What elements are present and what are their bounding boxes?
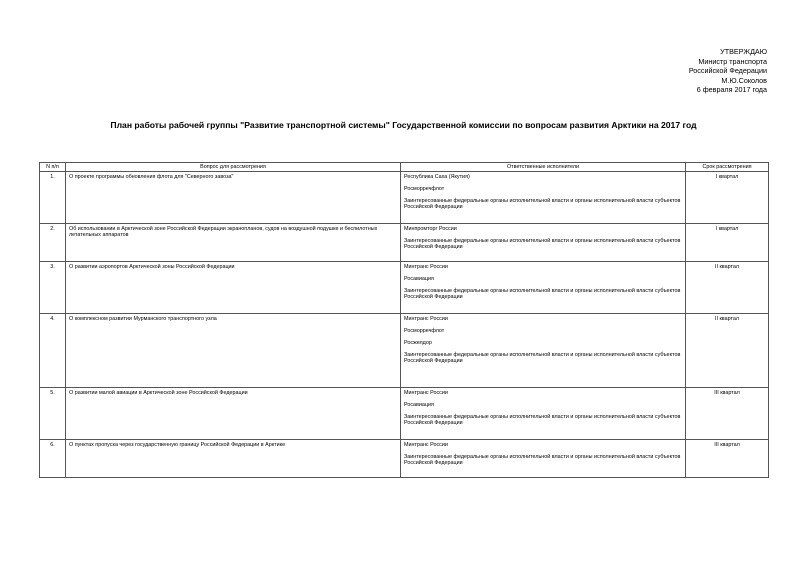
responsible-item: Минпромторг России	[404, 225, 457, 232]
row-responsible	[401, 224, 686, 262]
header-term: Срок рассмотрения	[686, 163, 769, 172]
row-number: 1.	[40, 172, 66, 224]
responsible-item: Заинтересованные федеральные органы исполнительной власти и органы исполнительной власти субъектов Российской Федерации	[404, 351, 681, 365]
table-row	[40, 440, 769, 478]
row-term: II квартал	[686, 262, 769, 314]
row-term: III квартал	[686, 440, 769, 478]
row-number: 6.	[40, 440, 66, 478]
table-row	[40, 224, 769, 262]
row-term: I квартал	[686, 172, 769, 224]
responsible-item: Республика Саха (Якутия)	[404, 173, 470, 180]
responsible-item: Заинтересованные федеральные органы исполнительной власти и органы исполнительной власти субъектов Российской Федерации	[404, 287, 681, 301]
responsible-item: Заинтересованные федеральные органы исполнительной власти и органы исполнительной власти субъектов Российской Федерации	[404, 197, 681, 211]
row-responsible	[401, 262, 686, 314]
responsible-item: Росжелдор	[404, 339, 432, 346]
row-term: II квартал	[686, 314, 769, 388]
approval-block	[689, 47, 767, 95]
row-number: 3.	[40, 262, 66, 314]
row-responsible	[401, 388, 686, 440]
approval-date: 6 февраля 2017 года	[696, 85, 767, 95]
approval-organization: Российской Федерации	[688, 66, 767, 76]
row-question: О комплексном развитии Мурманского транспортного узла	[66, 314, 401, 388]
responsible-item: Росавиация	[404, 275, 434, 282]
table-row	[40, 314, 769, 388]
approval-signatory: М.Ю.Соколов	[721, 75, 767, 85]
responsible-item: Минтранс России	[404, 389, 448, 396]
table-row	[40, 262, 769, 314]
row-question: О пунктах пропуска через государственную границу Российской Федерации в Арктике	[66, 440, 401, 478]
row-question: О развитии малой авиации в Арктической зоне Российской Федерации	[66, 388, 401, 440]
responsible-item: Минтранс России	[404, 441, 448, 448]
header-responsible: Ответственные исполнители	[401, 163, 686, 172]
responsible-item: Заинтересованные федеральные органы исполнительной власти и органы исполнительной власти субъектов Российской Федерации	[404, 237, 681, 251]
responsible-item: Заинтересованные федеральные органы исполнительной власти и органы исполнительной власти субъектов Российской Федерации	[404, 453, 681, 467]
row-number: 2.	[40, 224, 66, 262]
header-question: Вопрос для рассмотрения	[66, 163, 401, 172]
table-header-row	[40, 163, 769, 172]
row-term: III квартал	[686, 388, 769, 440]
row-question: О развитии аэропортов Арктической зоны Российской Федерации	[66, 262, 401, 314]
approval-heading: УТВЕРЖДАЮ	[720, 47, 767, 56]
table-row	[40, 172, 769, 224]
table-row	[40, 388, 769, 440]
row-responsible	[401, 314, 686, 388]
row-question: О проекте программы обновления флота для "Северного завоза"	[66, 172, 401, 224]
header-num: N п/п	[40, 163, 66, 172]
responsible-item: Минтранс России	[404, 315, 448, 322]
row-responsible	[401, 172, 686, 224]
plan-table	[39, 162, 769, 478]
row-number: 5.	[40, 388, 66, 440]
document-title: План работы рабочей группы "Развитие транспортной системы" Государственной комиссии по вопросам развития Арктики на 2017 год	[110, 120, 697, 130]
row-question: Об использовании в Арктической зоне Российской Федерации экранопланов, судов на воздушной подушке и беспилотных летательных аппаратов	[66, 224, 401, 262]
responsible-item: Заинтересованные федеральные органы исполнительной власти и органы исполнительной власти субъектов Российской Федерации	[404, 413, 681, 427]
row-responsible	[401, 440, 686, 478]
responsible-item: Росморречфлот	[404, 327, 445, 334]
responsible-item: Минтранс России	[404, 263, 448, 270]
approval-position: Министр транспорта	[698, 56, 767, 66]
responsible-item: Росморречфлот	[404, 185, 445, 192]
responsible-item: Росавиация	[404, 401, 434, 408]
row-term: I квартал	[686, 224, 769, 262]
row-number: 4.	[40, 314, 66, 388]
table-body	[40, 172, 769, 478]
